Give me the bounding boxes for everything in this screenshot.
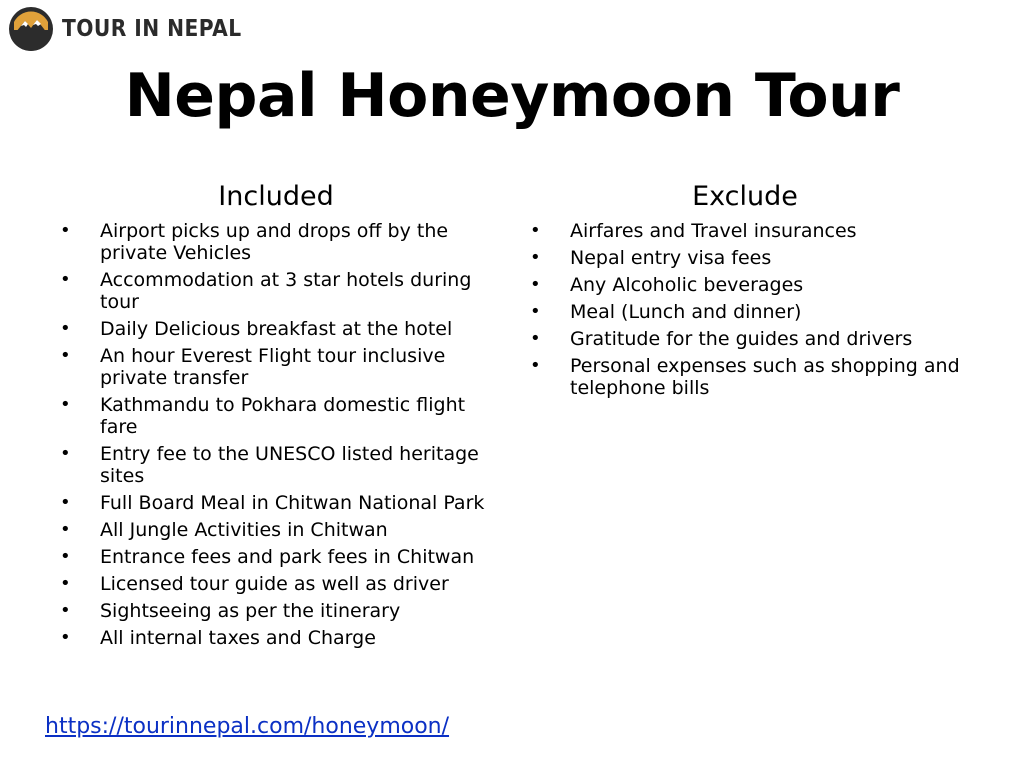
list-item-text: Airfares and Travel insurances xyxy=(570,220,857,242)
included-list xyxy=(60,220,492,649)
exclude-heading: Exclude xyxy=(692,181,798,212)
list-item xyxy=(60,627,492,649)
logo xyxy=(8,6,266,52)
included-column xyxy=(60,178,492,654)
bullet-icon: • xyxy=(60,345,71,366)
bullet-icon: • xyxy=(530,247,541,268)
list-item xyxy=(60,220,492,264)
list-item xyxy=(530,274,960,296)
bullet-icon: • xyxy=(60,220,71,241)
bullet-icon: • xyxy=(60,546,71,567)
list-item xyxy=(60,269,492,313)
list-item-text: Any Alcoholic beverages xyxy=(570,274,804,296)
list-item-text: Airport picks up and drops off by the private Vehicles xyxy=(100,220,449,264)
list-item xyxy=(60,519,492,541)
list-item-text: Accommodation at 3 star hotels during tour xyxy=(100,269,472,313)
list-item-text: Entrance fees and park fees in Chitwan xyxy=(100,546,475,568)
list-item-text: Sightseeing as per the itinerary xyxy=(100,600,401,622)
list-item xyxy=(530,328,960,350)
bullet-icon: • xyxy=(530,220,541,241)
list-item xyxy=(60,394,492,438)
list-item xyxy=(530,301,960,323)
list-item-text: Personal expenses such as shopping and telephone bills xyxy=(570,355,960,399)
list-item xyxy=(530,220,960,242)
list-item-text: All Jungle Activities in Chitwan xyxy=(100,519,388,541)
bullet-icon: • xyxy=(60,519,71,540)
list-item-text: Gratitude for the guides and drivers xyxy=(570,328,913,350)
bullet-icon: • xyxy=(530,301,541,322)
list-item xyxy=(530,247,960,269)
list-item xyxy=(60,546,492,568)
bullet-icon: • xyxy=(60,394,71,415)
list-item xyxy=(530,355,960,399)
list-item-text: Daily Delicious breakfast at the hotel xyxy=(100,318,453,340)
list-item xyxy=(60,573,492,595)
list-item-text: Kathmandu to Pokhara domestic flight fare xyxy=(100,394,466,438)
list-item-text: Licensed tour guide as well as driver xyxy=(100,573,449,595)
included-heading: Included xyxy=(218,181,334,212)
list-item xyxy=(60,600,492,622)
list-item-text: Full Board Meal in Chitwan National Park xyxy=(100,492,485,514)
bullet-icon: • xyxy=(530,328,541,349)
exclude-column xyxy=(530,178,960,404)
honeymoon-link[interactable]: https://tourinnepal.com/honeymoon/ xyxy=(45,714,450,739)
bullet-icon: • xyxy=(60,269,71,290)
bullet-icon: • xyxy=(60,492,71,513)
list-item-text: All internal taxes and Charge xyxy=(100,627,376,649)
list-item xyxy=(60,443,492,487)
logo-text: TOUR IN NEPAL xyxy=(62,16,242,42)
bullet-icon: • xyxy=(60,443,71,464)
bullet-icon: • xyxy=(60,627,71,648)
list-item xyxy=(60,345,492,389)
mountain-logo-icon xyxy=(8,6,54,52)
bullet-icon: • xyxy=(60,573,71,594)
exclude-list xyxy=(530,220,960,399)
bullet-icon: • xyxy=(60,318,71,339)
list-item xyxy=(60,492,492,514)
list-item-text: Entry fee to the UNESCO listed heritage sites xyxy=(100,443,479,487)
list-item-text: An hour Everest Flight tour inclusive private transfer xyxy=(100,345,446,389)
list-item-text: Meal (Lunch and dinner) xyxy=(570,301,802,323)
list-item xyxy=(60,318,492,340)
list-item-text: Nepal entry visa fees xyxy=(570,247,772,269)
page-title: Nepal Honeymoon Tour xyxy=(124,61,900,131)
bullet-icon: • xyxy=(60,600,71,621)
bullet-icon: • xyxy=(530,274,541,295)
bullet-icon: • xyxy=(530,355,541,376)
